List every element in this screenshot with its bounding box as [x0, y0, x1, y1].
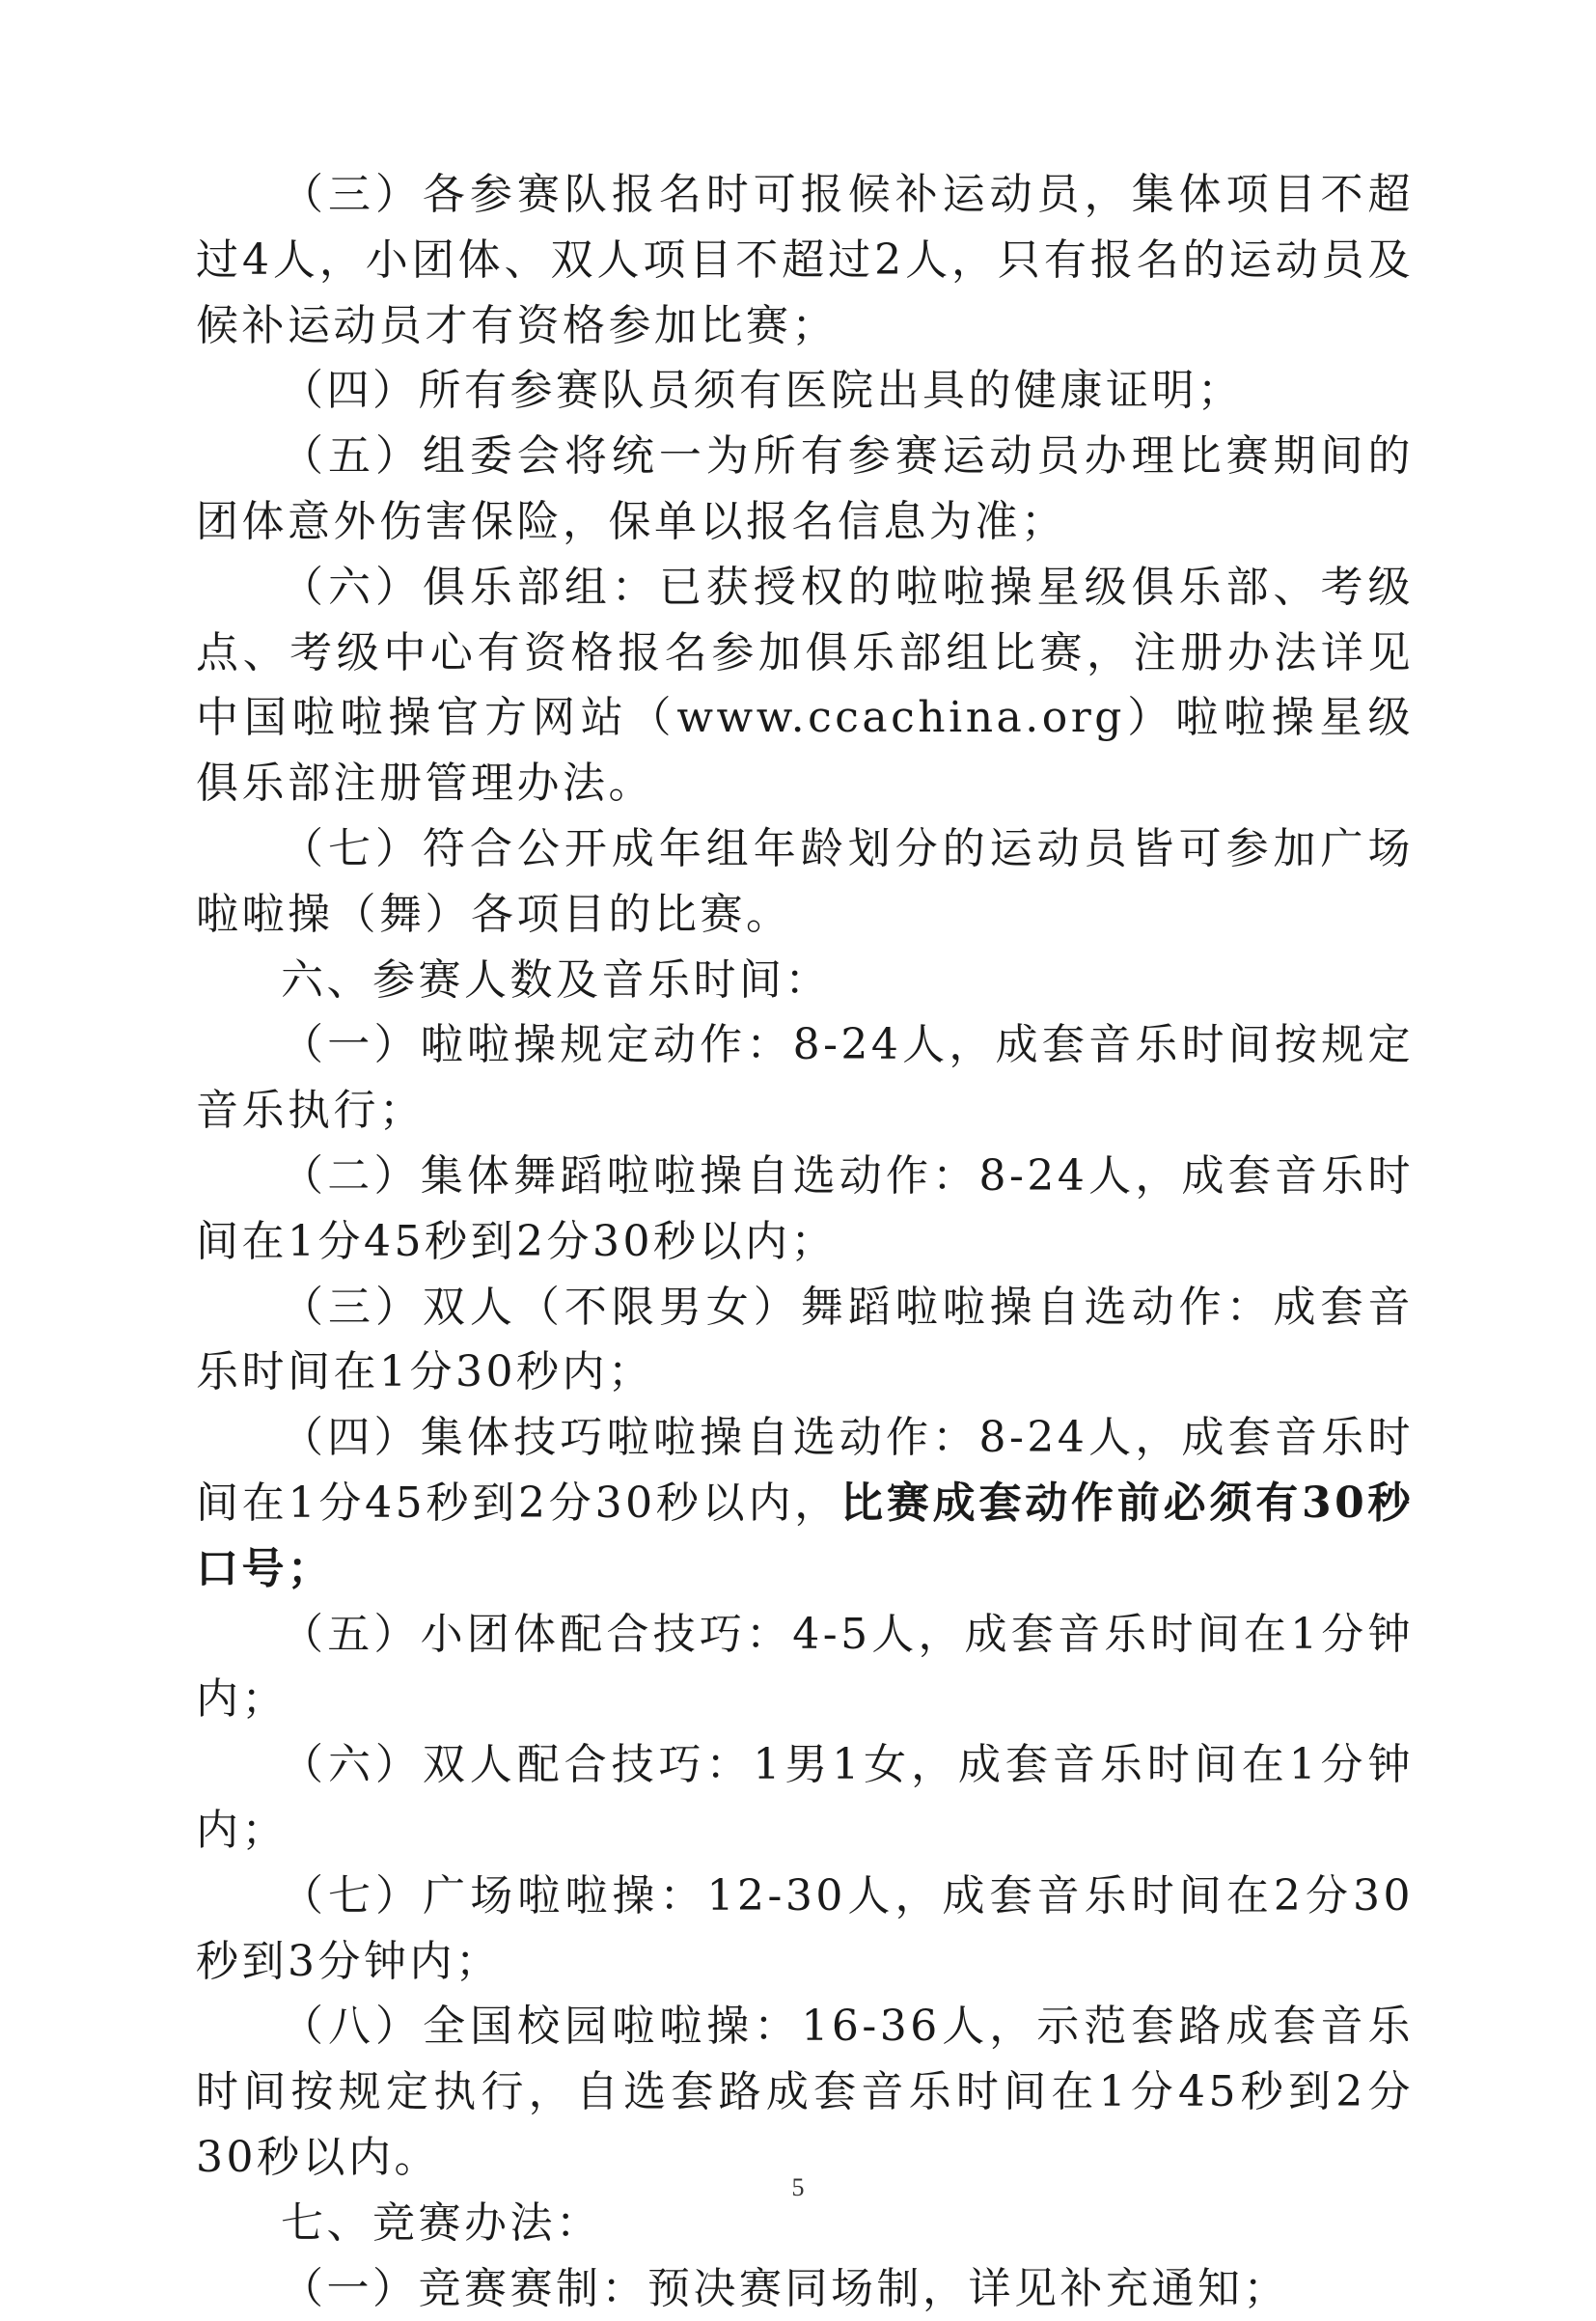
document-body	[196, 162, 1414, 2321]
item-2-group-dance: （二）集体舞蹈啦啦操自选动作：8-24人，成套音乐时间在1分45秒到2分30秒以内；	[196, 1144, 1414, 1275]
item-1-required: （一）啦啦操规定动作：8-24人，成套音乐时间按规定音乐执行；	[196, 1012, 1414, 1144]
page-number: 5	[0, 2173, 1596, 2202]
item-7-square: （七）广场啦啦操：12-30人，成套音乐时间在2分30秒到3分钟内；	[196, 1864, 1414, 1995]
item-4-text: （四）集体技巧啦啦操自选动作：8-24人，成套音乐时间在1分45秒到2分30秒以内，	[196, 1413, 1414, 1528]
paragraph-6-club: （六）俱乐部组：已获授权的啦啦操星级俱乐部、考级点、考级中心有资格报名参加俱乐部组比赛，注册办法详见中国啦啦操官方网站（www.ccachina.org）啦啦操星级俱乐部注册管理办法。	[196, 555, 1414, 816]
item-1-format: （一）竞赛赛制：预决赛同场制，详见补充通知；	[196, 2256, 1414, 2321]
item-3-pair-dance: （三）双人（不限男女）舞蹈啦啦操自选动作：成套音乐时间在1分30秒内；	[196, 1275, 1414, 1406]
paragraph-3-substitutes: （三）各参赛队报名时可报候补运动员，集体项目不超过4人，小团体、双人项目不超过2人，只有报名的运动员及候补运动员才有资格参加比赛；	[196, 162, 1414, 358]
item-4-bold-text: 比赛成套动作前必须有30秒口号；	[196, 1478, 1414, 1593]
item-5-small-group: （五）小团体配合技巧：4-5人，成套音乐时间在1分钟内；	[196, 1602, 1414, 1733]
paragraph-7-adult: （七）符合公开成年组年龄划分的运动员皆可参加广场啦啦操（舞）各项目的比赛。	[196, 816, 1414, 948]
section-heading-competition: 七、竞赛办法：	[196, 2191, 1414, 2256]
paragraph-4-health: （四）所有参赛队员须有医院出具的健康证明；	[196, 358, 1414, 424]
paragraph-5-insurance: （五）组委会将统一为所有参赛运动员办理比赛期间的团体意外伤害保险，保单以报名信息为准；	[196, 424, 1414, 555]
item-4-group-skill	[196, 1405, 1414, 1601]
section-heading-participants: 六、参赛人数及音乐时间：	[196, 948, 1414, 1013]
item-6-pair-skill: （六）双人配合技巧：1男1女，成套音乐时间在1分钟内；	[196, 1732, 1414, 1864]
item-8-campus: （八）全国校园啦啦操：16-36人，示范套路成套音乐时间按规定执行，自选套路成套音乐时间在1分45秒到2分30秒以内。	[196, 1994, 1414, 2190]
